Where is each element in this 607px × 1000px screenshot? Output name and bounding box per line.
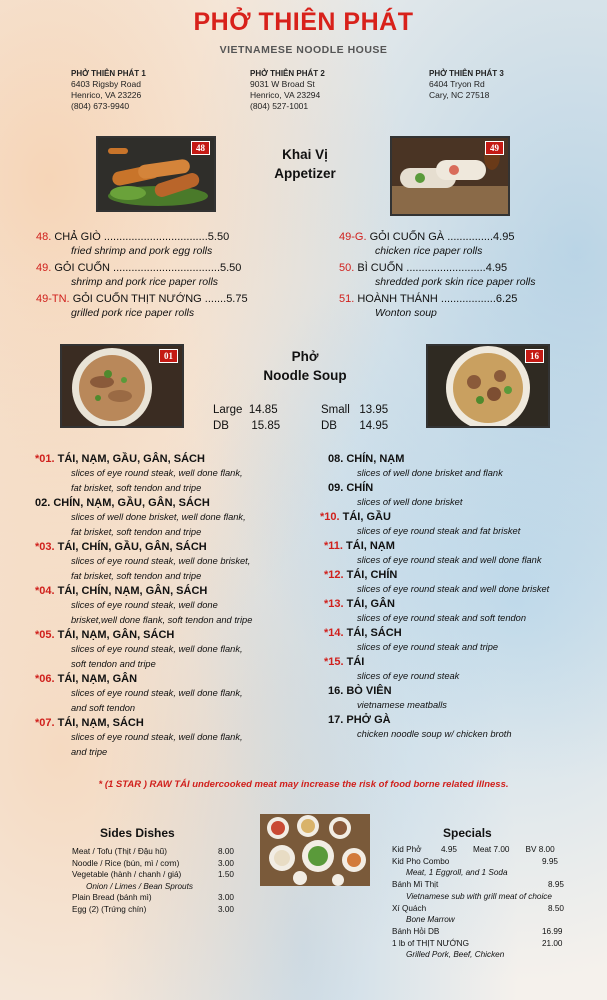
item-description: slices of well done brisket bbox=[357, 497, 463, 507]
special-note: Grilled Pork, Beef, Chicken bbox=[406, 950, 505, 960]
appetizer-list-left bbox=[36, 230, 248, 320]
item-name: HOÀNH THÁNH bbox=[357, 293, 441, 305]
pho-list-right bbox=[320, 452, 550, 742]
location-city: Cary, NC 27518 bbox=[429, 90, 490, 100]
special-note: Meat, 1 Eggroll, and 1 Soda bbox=[406, 868, 508, 878]
size-price: 13.95 bbox=[359, 404, 389, 416]
raw-meat-warning: * (1 STAR ) RAW TÁI undercooked meat may increase the risk of food borne related illness. bbox=[98, 779, 509, 790]
item-description: slices of eye round steak and tripe bbox=[357, 642, 499, 652]
item-description: and soft tendon bbox=[71, 703, 136, 713]
menu-item bbox=[328, 452, 549, 481]
menu-item bbox=[35, 452, 252, 496]
meat-label: Meat bbox=[473, 845, 492, 854]
item-description: slices of eye round steak, well done bbox=[71, 600, 218, 610]
menu-item bbox=[35, 584, 252, 628]
item-number: *07. bbox=[35, 717, 55, 729]
size-price: 14.95 bbox=[359, 420, 389, 432]
bv-label: BV bbox=[525, 845, 537, 854]
item-name: GỎI CUỐN GÀ bbox=[369, 231, 448, 243]
item-name: TÁI, GẦU bbox=[339, 511, 391, 523]
item-name: TÁI, CHÍN, NẠM, GÂN, SÁCH bbox=[54, 585, 208, 597]
location-name: PHỞ THIÊN PHÁT 2 bbox=[250, 69, 325, 78]
size-label: DB bbox=[321, 420, 337, 432]
item-number: 51. bbox=[339, 293, 355, 305]
menu-item bbox=[324, 568, 550, 597]
item-description: chicken noodle soup w/ chicken broth bbox=[357, 729, 512, 739]
special-name: Bánh Mì Thịt bbox=[392, 880, 439, 890]
item-number: 48. bbox=[36, 231, 52, 243]
item-number-badge: 49 bbox=[485, 141, 504, 155]
item-number: 02. bbox=[35, 497, 51, 509]
menu-item bbox=[328, 684, 549, 713]
item-name: GỎI CUỐN THỊT NƯỚNG bbox=[72, 293, 205, 305]
menu-item bbox=[320, 510, 549, 539]
item-description: slices of eye round steak, well done brisket, bbox=[71, 556, 251, 566]
item-description: Wonton soup bbox=[375, 307, 437, 319]
item-dots: ................................... bbox=[113, 262, 220, 274]
restaurant-subtitle: VIETNAMESE NOODLE HOUSE bbox=[219, 44, 388, 56]
item-number: *04. bbox=[35, 585, 55, 597]
special-item bbox=[392, 903, 564, 915]
sides-list bbox=[72, 846, 234, 915]
sides-title: Sides Dishes bbox=[100, 826, 175, 840]
pho-title-vn: Phở bbox=[291, 349, 319, 364]
special-price: 21.00 bbox=[542, 938, 563, 948]
side-item bbox=[72, 846, 234, 858]
item-description: slices of eye round steak and well done flank bbox=[357, 555, 542, 565]
item-description: fat brisket, soft tendon and tripe bbox=[71, 527, 202, 537]
item-number: 16. bbox=[328, 685, 344, 697]
special-name: Bánh Hỏi DB bbox=[392, 926, 440, 936]
item-dots: .......................... bbox=[406, 262, 486, 274]
location-name: PHỞ THIÊN PHÁT 3 bbox=[429, 69, 504, 78]
side-price: 3.00 bbox=[218, 893, 234, 902]
pho-bowl-photo bbox=[60, 344, 184, 428]
item-name: TÁI bbox=[343, 656, 365, 668]
item-price: 4.95 bbox=[493, 231, 515, 243]
item-description: slices of eye round steak and well done brisket bbox=[357, 584, 550, 594]
menu-item bbox=[324, 539, 549, 568]
item-number: *06. bbox=[35, 673, 55, 685]
side-name: Noodle / Rice (bún, mì / cơm) bbox=[72, 858, 180, 868]
appetizer-title bbox=[230, 145, 380, 183]
item-number: *05. bbox=[35, 629, 55, 641]
size-label: Large bbox=[213, 404, 243, 416]
special-name: Xí Quách bbox=[392, 903, 427, 913]
size-label: Small bbox=[321, 404, 350, 416]
special-note: Vietnamese sub with grill meat of choice bbox=[406, 891, 552, 901]
menu-item bbox=[35, 540, 252, 584]
item-description: slices of eye round steak, well done flank, bbox=[71, 644, 243, 654]
item-number: 17. bbox=[328, 714, 344, 726]
location-city: Henrico, VA 23226 bbox=[71, 90, 142, 100]
item-number: 49-G. bbox=[339, 231, 367, 243]
item-name: TÁI, NẠM, SÁCH bbox=[54, 717, 144, 729]
item-price: 4.95 bbox=[485, 262, 508, 274]
side-name: Vegetable (hành / chanh / giá) bbox=[72, 870, 182, 879]
side-dishes-illustration bbox=[260, 814, 370, 886]
item-description: slices of eye round steak, well done flank, bbox=[71, 688, 243, 698]
item-name: CHẢ GIÒ bbox=[54, 231, 104, 243]
location-phone: (804) 527-1001 bbox=[250, 101, 309, 111]
special-name: 1 lb of THỊT NƯỚNG bbox=[392, 938, 469, 948]
item-description: fat brisket, soft tendon and tripe bbox=[71, 483, 202, 493]
location-1 bbox=[71, 68, 146, 112]
item-description: soft tendon and tripe bbox=[71, 659, 156, 669]
special-name: Kid Phở bbox=[392, 845, 422, 854]
item-number: *15. bbox=[324, 656, 344, 668]
item-description: and tripe bbox=[71, 747, 108, 757]
item-name: TÁI, CHÍN bbox=[343, 569, 398, 581]
size-price: 14.85 bbox=[248, 404, 278, 416]
menu-item bbox=[328, 713, 549, 742]
item-price: 5.50 bbox=[207, 231, 230, 243]
special-item bbox=[392, 926, 564, 938]
side-item bbox=[72, 892, 234, 904]
item-name: CHÍN bbox=[343, 482, 374, 494]
menu-item bbox=[324, 655, 549, 684]
item-name: TÁI, NẠM bbox=[342, 540, 395, 552]
special-item bbox=[392, 856, 564, 868]
item-description: slices of eye round steak, well done flank, bbox=[71, 468, 243, 478]
menu-item bbox=[35, 628, 252, 672]
item-name: BÒ VIÊN bbox=[343, 685, 392, 697]
egg-rolls-photo bbox=[96, 136, 216, 212]
item-name: TÁI, NẠM, GÂN, SÁCH bbox=[54, 629, 175, 641]
item-dots: .................................. bbox=[103, 231, 208, 243]
special-item bbox=[392, 879, 564, 891]
pho-prices-left bbox=[213, 402, 280, 434]
item-number: 49-TN. bbox=[36, 293, 70, 305]
item-number: *10. bbox=[320, 511, 340, 523]
side-price: 3.00 bbox=[218, 858, 234, 868]
location-3 bbox=[429, 68, 504, 101]
item-name: GỎI CUỐN bbox=[54, 262, 114, 274]
rice-paper-rolls-photo bbox=[390, 136, 510, 216]
special-price: 8.50 bbox=[548, 903, 564, 913]
meat-price: 7.00 bbox=[493, 845, 510, 854]
special-price: 4.95 bbox=[441, 845, 457, 854]
appetizer-title-vn: Khai Vị bbox=[282, 147, 328, 162]
side-price: 8.00 bbox=[218, 847, 234, 856]
special-price: 8.95 bbox=[548, 880, 564, 890]
size-price: 15.85 bbox=[251, 420, 281, 432]
side-price: 3.00 bbox=[218, 904, 234, 914]
pho-title-en: Noodle Soup bbox=[263, 368, 347, 383]
item-number-badge: 48 bbox=[191, 141, 210, 155]
item-description: shrimp and pork rice paper rolls bbox=[71, 276, 219, 288]
special-price: 9.95 bbox=[542, 856, 558, 866]
menu-item bbox=[36, 292, 248, 306]
item-number-badge: 16 bbox=[525, 349, 544, 363]
side-item bbox=[72, 881, 234, 893]
side-name: Egg (2) (Trứng chín) bbox=[72, 904, 147, 914]
location-name: PHỞ THIÊN PHÁT 1 bbox=[71, 69, 146, 78]
pho-list-left bbox=[35, 452, 252, 760]
item-description: slices of eye round steak bbox=[357, 671, 460, 681]
side-note: Onion / Limes / Bean Sprouts bbox=[86, 881, 193, 891]
item-name: BÌ CUỐN bbox=[357, 262, 407, 274]
item-price: 5.75 bbox=[226, 293, 248, 305]
appetizer-title-en: Appetizer bbox=[274, 166, 336, 181]
menu-item bbox=[35, 496, 252, 540]
side-price: 1.50 bbox=[218, 870, 234, 879]
menu-item bbox=[328, 481, 549, 510]
item-description: vietnamese meatballs bbox=[357, 700, 447, 710]
item-name: CHÍN, NẠM bbox=[343, 453, 405, 465]
item-description: fried shrimp and pork egg rolls bbox=[71, 245, 213, 257]
item-name: CHÍN, NẠM, GẦU, GÂN, SÁCH bbox=[50, 497, 210, 509]
special-note: Bone Marrow bbox=[406, 915, 455, 925]
menu-item bbox=[35, 672, 252, 716]
menu-item bbox=[35, 716, 252, 760]
item-description: brisket,well done flank, soft tendon and tripe bbox=[71, 615, 253, 625]
item-name: TÁI, NẠM, GẦU, GÂN, SÁCH bbox=[54, 453, 205, 465]
bv-price: 8.00 bbox=[538, 845, 555, 854]
item-name: TÁI, SÁCH bbox=[343, 627, 402, 639]
item-dots: ............... bbox=[447, 231, 494, 243]
special-name: Kid Pho Combo bbox=[392, 856, 450, 866]
item-description: slices of eye round steak, well done flank, bbox=[71, 732, 243, 742]
location-2 bbox=[250, 68, 325, 112]
pho-prices-right bbox=[321, 402, 388, 434]
item-dots: .................. bbox=[440, 293, 496, 305]
item-number: *12. bbox=[324, 569, 344, 581]
item-description: slices of eye round steak and soft tendon bbox=[357, 613, 527, 623]
location-address: 6404 Tryon Rd bbox=[429, 79, 485, 89]
menu-item bbox=[36, 230, 248, 244]
side-name: Plain Bread (bánh mì) bbox=[72, 893, 152, 902]
size-label: DB bbox=[213, 420, 229, 432]
item-description: slices of well done brisket and flank bbox=[357, 468, 503, 478]
item-number: 50. bbox=[339, 262, 355, 274]
special-price: 16.99 bbox=[542, 926, 563, 936]
item-price: 5.50 bbox=[220, 262, 242, 274]
item-price: 6.25 bbox=[495, 293, 518, 305]
specials-list bbox=[392, 844, 564, 961]
specials-title: Specials bbox=[443, 826, 492, 840]
item-name: PHỞ GÀ bbox=[343, 714, 391, 726]
side-item bbox=[72, 858, 234, 870]
special-item bbox=[392, 844, 564, 856]
item-name: TÁI, NẠM, GÂN bbox=[54, 673, 138, 685]
menu-item bbox=[339, 261, 536, 275]
item-description: shredded pork skin rice paper rolls bbox=[375, 276, 536, 288]
item-name: TÁI, GÂN bbox=[343, 598, 395, 610]
item-number: 09. bbox=[328, 482, 344, 494]
side-item bbox=[72, 904, 234, 916]
location-phone: (804) 673-9940 bbox=[71, 101, 130, 111]
item-number: *14. bbox=[324, 627, 344, 639]
item-description: slices of well done brisket, well done flank, bbox=[71, 512, 246, 522]
side-item bbox=[72, 869, 234, 881]
menu-item bbox=[36, 261, 248, 275]
location-city: Henrico, VA 23294 bbox=[250, 90, 321, 100]
location-address: 9031 W Broad St bbox=[250, 79, 315, 89]
menu-item bbox=[324, 626, 549, 655]
item-description: slices of eye round steak and fat brisket bbox=[357, 526, 521, 536]
item-number: *03. bbox=[35, 541, 55, 553]
side-dishes-photo bbox=[260, 814, 370, 886]
item-number: 49. bbox=[36, 262, 52, 274]
location-address: 6403 Rigsby Road bbox=[71, 79, 141, 89]
item-number: *01. bbox=[35, 453, 55, 465]
menu-item bbox=[339, 230, 536, 244]
item-number: 08. bbox=[328, 453, 344, 465]
item-name: TÁI, CHÍN, GẦU, GÂN, SÁCH bbox=[54, 541, 207, 553]
menu-item bbox=[339, 292, 536, 306]
menu-item bbox=[324, 597, 549, 626]
item-dots: ....... bbox=[204, 293, 227, 305]
item-description: fat brisket, soft tendon and tripe bbox=[71, 571, 202, 581]
item-number: *11. bbox=[324, 540, 343, 552]
side-name: Meat / Tofu (Thịt / Đậu hũ) bbox=[72, 847, 167, 856]
item-description: grilled pork rice paper rolls bbox=[71, 307, 195, 319]
item-number: *13. bbox=[324, 598, 344, 610]
item-description: chicken rice paper rolls bbox=[375, 245, 483, 257]
special-item bbox=[392, 938, 564, 950]
item-number-badge: 01 bbox=[159, 349, 178, 363]
appetizer-list-right bbox=[339, 230, 536, 320]
meatball-pho-photo bbox=[426, 344, 550, 428]
pho-title bbox=[230, 347, 380, 385]
restaurant-title: PHỞ THIÊN PHÁT bbox=[193, 8, 414, 36]
